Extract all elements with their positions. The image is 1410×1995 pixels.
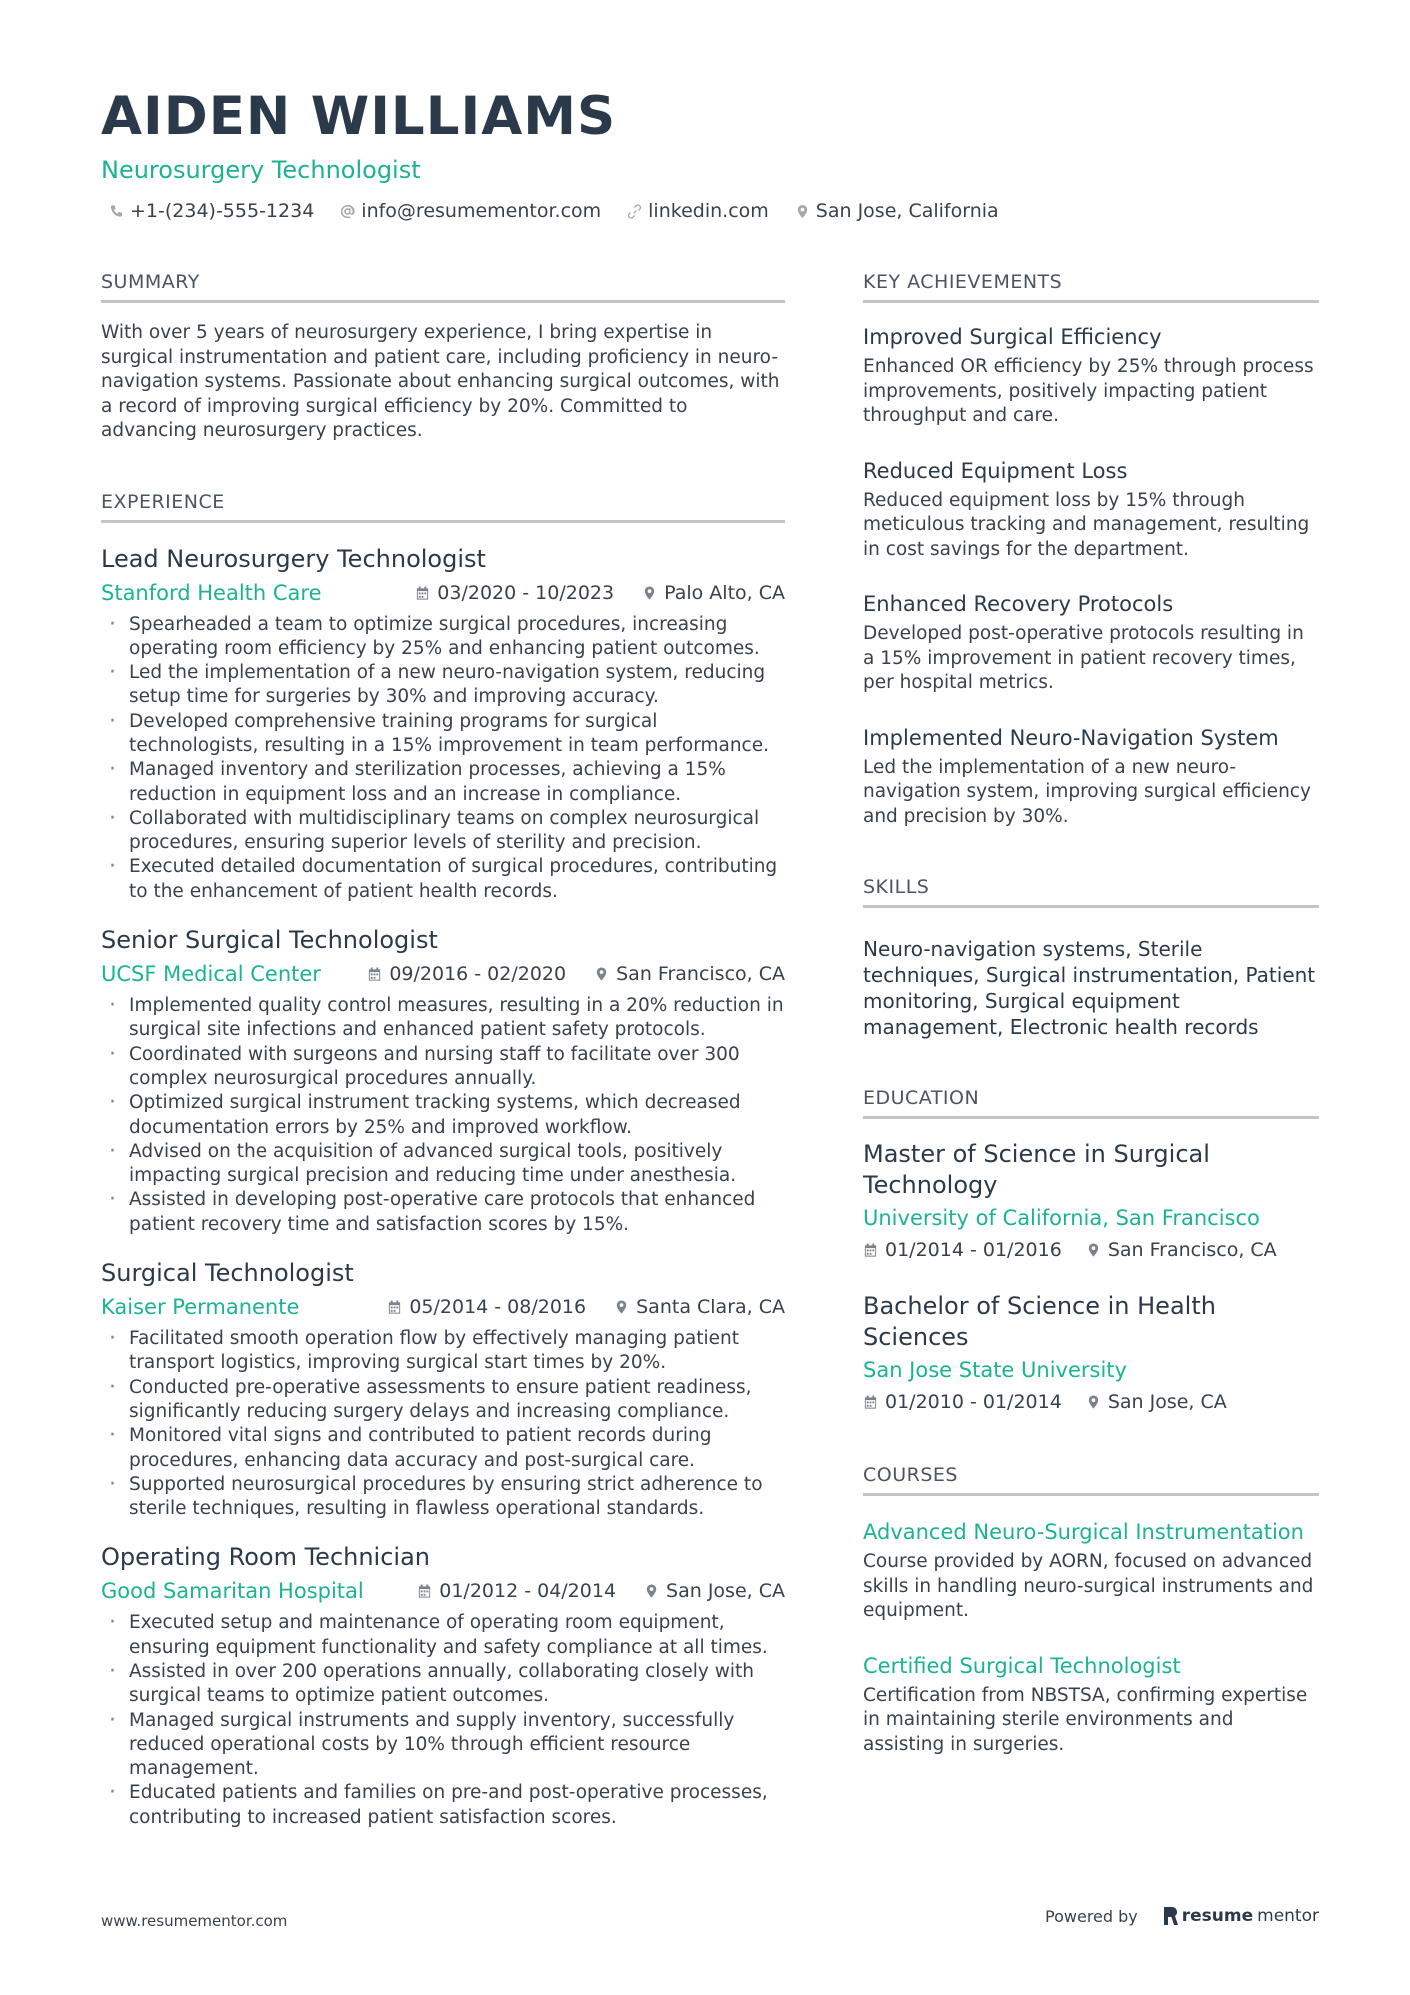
job-bullet: · Facilitated smooth operation flow by effectively managing patient transport logistics, improving surgical start times by 20%. bbox=[101, 1327, 785, 1376]
education-location-text: San Francisco, CA bbox=[1107, 1239, 1277, 1261]
job-bullet: · Spearheaded a team to optimize surgical procedures, increasing operating room efficiency by 25% and enhancing patient outcomes. bbox=[101, 613, 785, 662]
education-degree: Bachelor of Science in Health Sciences bbox=[863, 1292, 1216, 1351]
resumementor-logo-icon bbox=[1164, 1907, 1178, 1925]
achievement-list bbox=[863, 323, 1319, 829]
location-pin-icon bbox=[594, 966, 609, 982]
job-meta bbox=[101, 1291, 785, 1323]
achievements-section bbox=[863, 270, 1319, 829]
job-bullet: · Advised on the acquisition of advanced surgical tools, positively impacting surgical precision and reducing time under anesthesia. bbox=[101, 1140, 785, 1189]
job-title: Operating Room Technician bbox=[101, 1543, 431, 1572]
job-entry bbox=[101, 924, 785, 1237]
education-location bbox=[1086, 1391, 1227, 1413]
at-icon bbox=[340, 204, 355, 219]
contact-email[interactable] bbox=[340, 200, 601, 222]
brand-name-bold: resume bbox=[1181, 1906, 1254, 1926]
job-bullet-list bbox=[101, 613, 785, 905]
job-location-text: Santa Clara, CA bbox=[636, 1296, 785, 1319]
footer-website[interactable]: www.resumementor.com bbox=[101, 1912, 288, 1930]
job-bullet: · Managed inventory and sterilization processes, achieving a 15% reduction in equipment loss and an increase in compliance. bbox=[101, 758, 785, 807]
experience-section bbox=[101, 490, 785, 1831]
job-company: Good Samaritan Hospital bbox=[101, 1579, 364, 1604]
courses-heading: COURSES bbox=[863, 1463, 1319, 1496]
brand-logo[interactable] bbox=[1164, 1906, 1319, 1926]
summary-section bbox=[101, 270, 785, 444]
contact-linkedin[interactable] bbox=[627, 200, 769, 222]
job-meta bbox=[101, 958, 785, 990]
achievement-item bbox=[863, 590, 1319, 696]
right-column bbox=[863, 270, 1319, 1876]
job-list bbox=[101, 543, 785, 1831]
contact-phone bbox=[109, 200, 314, 222]
education-meta bbox=[863, 1235, 1319, 1265]
achievement-description: Reduced equipment loss by 15% through meticulous tracking and management, resulting in cost savings for the department. bbox=[863, 489, 1310, 560]
job-entry bbox=[101, 1257, 785, 1521]
job-company: UCSF Medical Center bbox=[101, 962, 321, 987]
job-meta bbox=[101, 1575, 785, 1607]
job-dates-text: 09/2016 - 02/2020 bbox=[389, 963, 567, 986]
course-title: Advanced Neuro-Surgical Instrumentation bbox=[863, 1520, 1304, 1544]
education-location-text: San Jose, CA bbox=[1107, 1391, 1227, 1413]
footer-brand bbox=[1045, 1906, 1319, 1926]
skills-text: Neuro-navigation systems, Sterile techniques, Surgical instrumentation, Patient monitoring, Surgical equipment management, Electronic health records bbox=[863, 937, 1316, 1039]
calendar-icon bbox=[863, 1394, 878, 1410]
education-location bbox=[1086, 1239, 1277, 1261]
education-dates-text: 01/2014 - 01/2016 bbox=[885, 1239, 1062, 1261]
location-pin-icon bbox=[614, 1299, 629, 1315]
achievement-description: Enhanced OR efficiency by 25% through process improvements, positively impacting patient throughput and care. bbox=[863, 356, 1314, 426]
job-bullet: · Implemented quality control measures, resulting in a 20% reduction in surgical site infections and enhanced patient safety protocols. bbox=[101, 994, 785, 1043]
content-columns bbox=[101, 270, 1319, 1876]
job-location-text: San Francisco, CA bbox=[616, 963, 785, 986]
calendar-icon bbox=[415, 585, 430, 601]
job-bullet: · Managed surgical instruments and supply inventory, successfully reduced operational costs by 10% through efficient resource management. bbox=[101, 1709, 785, 1782]
job-bullet: · Executed detailed documentation of surgical procedures, contributing to the enhancement of patient health records. bbox=[101, 855, 785, 904]
job-title: Lead Neurosurgery Technologist bbox=[101, 544, 486, 573]
course-title: Certified Surgical Technologist bbox=[863, 1653, 1181, 1678]
calendar-icon bbox=[417, 1583, 432, 1599]
summary-text: With over 5 years of neurosurgery experience, I bring expertise in surgical instrumentation and patient care, including proficiency in neuro-navigation systems. Passionate about enhancing surgical outcomes, with a record of improving surgical efficiency by 20%. Committed to advancing neurosurgery practices. bbox=[101, 322, 780, 441]
job-dates-text: 01/2012 - 04/2014 bbox=[439, 1580, 617, 1603]
achievement-title: Reduced Equipment Loss bbox=[863, 458, 1128, 483]
phone-text: +1-(234)-555-1234 bbox=[130, 200, 315, 222]
job-dates-text: 05/2014 - 08/2016 bbox=[409, 1296, 587, 1319]
job-bullet: · Supported neurosurgical procedures by ensuring strict adherence to sterile techniques, resulting in flawless operational standards. bbox=[101, 1473, 785, 1522]
location-pin-icon bbox=[644, 1583, 659, 1599]
summary-heading: SUMMARY bbox=[101, 270, 785, 303]
job-location bbox=[614, 1296, 785, 1318]
achievement-item bbox=[863, 724, 1319, 830]
job-bullet: · Conducted pre-operative assessments to ensure patient readiness, significantly reducing surgery delays and increasing compliance. bbox=[101, 1376, 785, 1425]
job-location bbox=[644, 1580, 785, 1602]
job-dates bbox=[367, 963, 566, 985]
job-bullet: · Executed setup and maintenance of operating room equipment, ensuring equipment functionality and safety compliance at all times. bbox=[101, 1611, 785, 1660]
job-entry bbox=[101, 1541, 785, 1830]
skills-section bbox=[863, 875, 1319, 1040]
location-pin-icon bbox=[1086, 1394, 1101, 1410]
job-company: Kaiser Permanente bbox=[101, 1295, 300, 1320]
education-meta bbox=[863, 1387, 1319, 1417]
calendar-icon bbox=[863, 1242, 878, 1258]
achievement-item bbox=[863, 323, 1319, 429]
calendar-icon bbox=[367, 966, 382, 982]
education-dates-text: 01/2010 - 01/2014 bbox=[885, 1391, 1062, 1413]
job-bullet-list bbox=[101, 1611, 785, 1830]
job-bullet: · Assisted in over 200 operations annually, collaborating closely with surgical teams to optimize patient outcomes. bbox=[101, 1660, 785, 1709]
job-dates-text: 03/2020 - 10/2023 bbox=[437, 581, 615, 604]
education-degree: Master of Science in Surgical Technology bbox=[863, 1140, 1210, 1199]
achievement-title: Implemented Neuro-Navigation System bbox=[863, 725, 1279, 750]
job-bullet-list bbox=[101, 994, 785, 1237]
education-school: San Jose State University bbox=[863, 1358, 1127, 1382]
job-title: Senior Surgical Technologist bbox=[101, 926, 438, 955]
job-bullet-list bbox=[101, 1327, 785, 1521]
job-bullet: · Coordinated with surgeons and nursing staff to facilitate over 300 complex neurosurgical procedures annually. bbox=[101, 1043, 785, 1092]
courses-section bbox=[863, 1463, 1319, 1757]
job-title: Surgical Technologist bbox=[101, 1259, 354, 1288]
job-bullet: · Monitored vital signs and contributed to patient records during procedures, enhancing data accuracy and post-surgical care. bbox=[101, 1424, 785, 1473]
resume-page bbox=[101, 84, 1319, 1828]
course-description: Certification from NBSTSA, confirming expertise in maintaining sterile environments and assisting in surgeries. bbox=[863, 1684, 1308, 1755]
job-location bbox=[594, 963, 785, 985]
candidate-role: Neurosurgery Technologist bbox=[101, 156, 421, 184]
course-description: Course provided by AORN, focused on advanced skills in handling neuro-surgical instruments and equipment. bbox=[863, 1551, 1314, 1621]
phone-icon bbox=[109, 204, 124, 219]
job-company: Stanford Health Care bbox=[101, 580, 322, 605]
achievement-description: Led the implementation of a new neuro-navigation system, improving surgical efficiency and precision by 30%. bbox=[863, 756, 1311, 827]
achievement-title: Improved Surgical Efficiency bbox=[863, 325, 1162, 349]
education-list bbox=[863, 1139, 1319, 1417]
contact-bar bbox=[109, 200, 1319, 222]
course-item bbox=[863, 1652, 1319, 1758]
calendar-icon bbox=[387, 1299, 402, 1315]
job-bullet: · Collaborated with multidisciplinary teams on complex neurosurgical procedures, ensuring superior levels of sterility and precision. bbox=[101, 807, 785, 856]
powered-by-label: Powered by bbox=[1045, 1906, 1138, 1926]
job-dates bbox=[415, 582, 614, 604]
education-heading: EDUCATION bbox=[863, 1086, 1319, 1119]
job-location-text: San Jose, CA bbox=[666, 1580, 785, 1603]
job-entry bbox=[101, 543, 785, 905]
education-item bbox=[863, 1291, 1319, 1417]
job-bullet: · Assisted in developing post-operative care protocols that enhanced patient recovery time and satisfaction scores by 15%. bbox=[101, 1188, 785, 1237]
job-bullet: · Educated patients and families on pre-and post-operative processes, contributing to increased patient satisfaction scores. bbox=[101, 1781, 785, 1830]
brand-name-light: mentor bbox=[1257, 1906, 1319, 1926]
achievement-description: Developed post-operative protocols resulting in a 15% improvement in patient recovery times, per hospital metrics. bbox=[863, 623, 1304, 693]
location-text: San Jose, California bbox=[815, 200, 999, 222]
job-dates bbox=[387, 1296, 586, 1318]
candidate-name: AIDEN WILLIAMS bbox=[101, 86, 617, 147]
achievement-item bbox=[863, 457, 1319, 563]
achievements-heading: KEY ACHIEVEMENTS bbox=[863, 270, 1319, 303]
left-column bbox=[101, 270, 785, 1876]
education-section bbox=[863, 1086, 1319, 1417]
job-bullet: · Led the implementation of a new neuro-navigation system, reducing setup time for surgeries by 30% and improving accuracy. bbox=[101, 661, 785, 710]
education-item bbox=[863, 1139, 1319, 1265]
experience-heading: EXPERIENCE bbox=[101, 490, 785, 523]
email-link[interactable]: info@resumementor.com bbox=[361, 200, 602, 222]
job-location bbox=[642, 582, 785, 604]
course-item bbox=[863, 1518, 1319, 1624]
education-dates bbox=[863, 1239, 1062, 1261]
location-pin-icon bbox=[642, 585, 657, 601]
contact-location bbox=[795, 200, 999, 222]
location-pin-icon bbox=[1086, 1242, 1101, 1258]
job-bullet: · Developed comprehensive training programs for surgical technologists, resulting in a 15% improvement in team performance. bbox=[101, 710, 785, 759]
job-meta bbox=[101, 577, 785, 609]
education-school: University of California, San Francisco bbox=[863, 1206, 1260, 1230]
linkedin-link[interactable]: linkedin.com bbox=[648, 200, 769, 222]
course-list bbox=[863, 1518, 1319, 1757]
location-pin-icon bbox=[795, 204, 810, 219]
job-location-text: Palo Alto, CA bbox=[664, 581, 785, 604]
job-bullet: · Optimized surgical instrument tracking systems, which decreased documentation errors by 25% and improved workflow. bbox=[101, 1091, 785, 1140]
achievement-title: Enhanced Recovery Protocols bbox=[863, 592, 1174, 616]
job-dates bbox=[417, 1580, 616, 1602]
link-icon bbox=[627, 204, 642, 219]
skills-heading: SKILLS bbox=[863, 875, 1319, 908]
education-dates bbox=[863, 1391, 1062, 1413]
